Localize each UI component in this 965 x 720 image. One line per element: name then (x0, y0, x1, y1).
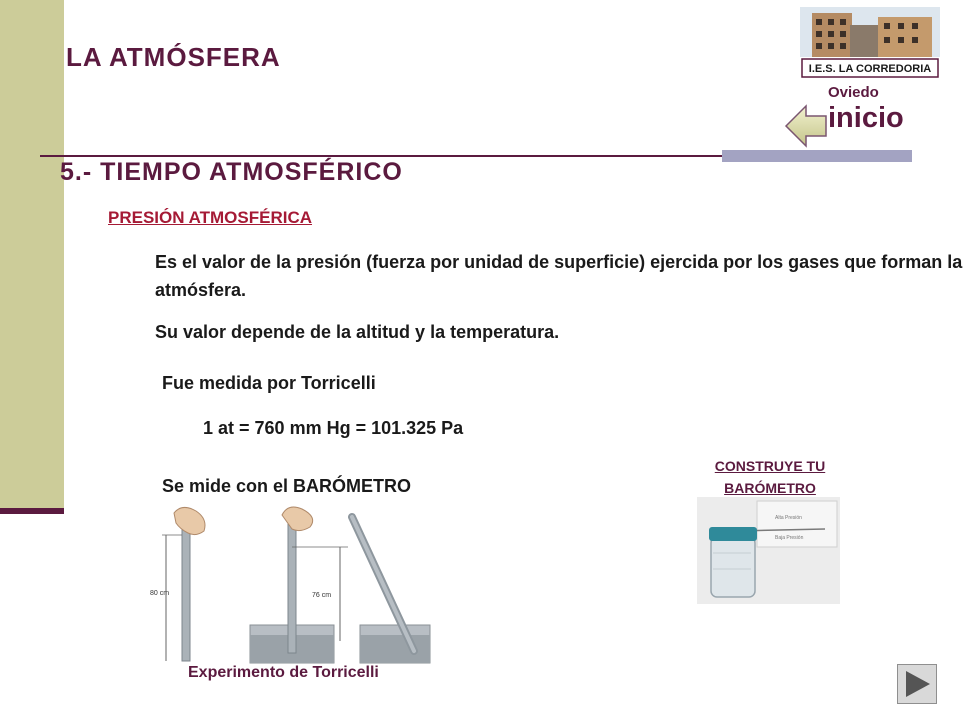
arrow-left-icon (784, 104, 828, 148)
school-building-image (800, 7, 940, 79)
photo-label-high: Alta Presión (775, 515, 802, 521)
side-bar-foot (0, 508, 64, 514)
build-barometer-link[interactable] (690, 455, 850, 499)
home-label: inicio (828, 102, 904, 134)
city-label: Oviedo (828, 84, 879, 101)
torricelli-figure (152, 505, 432, 665)
divider-accent (722, 150, 912, 162)
page-title: LA ATMÓSFERA (66, 42, 281, 72)
paragraph-barometer: Se mide con el BARÓMETRO (162, 476, 412, 496)
play-triangle-icon (898, 665, 936, 703)
build-barometer-line2: BARÓMETRO (724, 480, 816, 496)
build-barometer-line1: CONSTRUYE TU (714, 458, 826, 474)
pressure-formula: 1 at = 760 mm Hg = 101.325 Pa (203, 418, 464, 438)
logo-text: I.E.S. LA CORREDORIA (808, 63, 932, 75)
photo-label-low: Baja Presión (775, 535, 804, 541)
section-title: 5.- TIEMPO ATMOSFÉRICO (60, 158, 403, 186)
paragraph-dependence: Su valor depende de la altitud y la temperatura. (155, 322, 560, 342)
paragraph-definition: Es el valor de la presión (fuerza por unidad de superficie) ejercida por los gases que forman la atmósfera. (155, 252, 963, 300)
school-logo (800, 7, 940, 79)
label-76cm: 76 cm (312, 592, 332, 599)
paragraph-torricelli: Fue medida por Torricelli (162, 373, 376, 393)
barometer-photo[interactable] (697, 497, 840, 604)
label-80cm: 80 cm (150, 590, 170, 597)
side-bar (0, 0, 64, 510)
subsection-title: PRESIÓN ATMOSFÉRICA (108, 208, 313, 227)
next-slide-button[interactable] (897, 664, 937, 704)
figure-caption: Experimento de Torricelli (188, 664, 379, 681)
home-link[interactable] (784, 104, 914, 150)
